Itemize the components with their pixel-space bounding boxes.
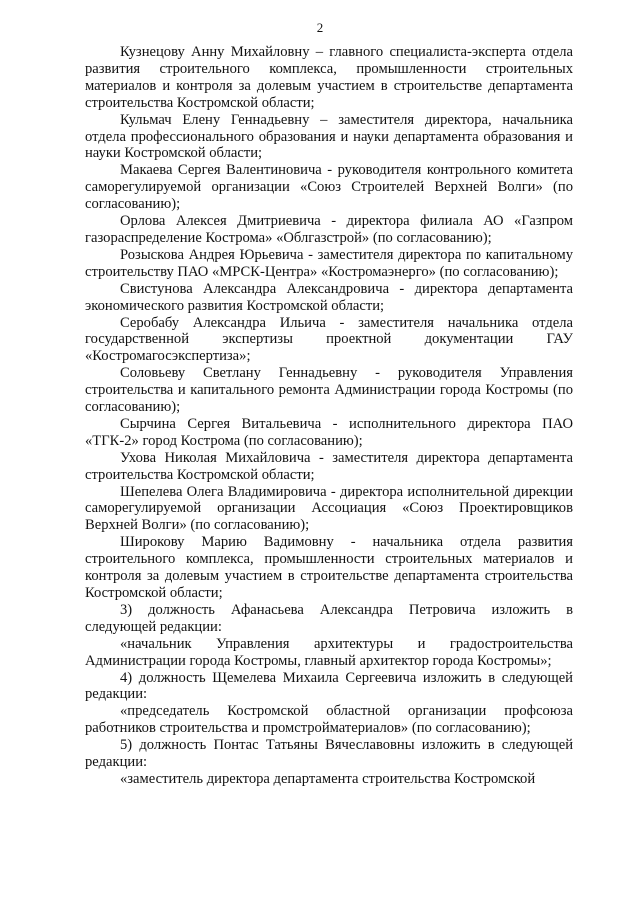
paragraph: Кузнецову Анну Михайловну – главного специалиста-эксперта отдела развития строительного комплекса, промышленности строительных материалов и контроля за долевым участием в строительстве департамента строительства Костромской области; [85,44,573,111]
paragraph: Кульмач Елену Геннадьевну – заместителя директора, начальника отдела профессионального образования и науки департамента образования и науки Костромской области; [85,111,573,162]
paragraph: «заместитель директора департамента строительства Костромской [120,770,536,787]
paragraph: Розыскова Андрея Юрьевича - заместителя директора по капитальному строительству ПАО «МРСК-Центра» «Костромаэнерго» (по согласованию); [85,246,573,280]
paragraph: Шепелева Олега Владимировича - директора исполнительной дирекции саморегулируемой организации Ассоциация «Союз Проектировщиков Верхней Волги» (по согласованию); [85,483,573,534]
paragraph: Широкову Марию Вадимовну - начальника отдела развития строительного комплекса, промышленности строительных материалов и контроля за долевым участием в строительстве департамента строительства Костромской области; [85,534,573,601]
paragraph: Серобабу Александра Ильича - заместителя начальника отдела государственной экспертизы проектной документации ГАУ «Костромагосэкспертиза»; [85,314,573,365]
document-body [85,44,573,788]
paragraph: Макаева Сергея Валентиновича - руководителя контрольного комитета саморегулируемой организации «Союз Строителей Верхней Волги» (по согласованию); [85,162,573,213]
paragraph: «председатель Костромской областной организации профсоюза работников строительства и промстройматериалов» (по согласованию); [85,703,573,737]
paragraph: Сырчина Сергея Витальевича - исполнительного директора ПАО «ТГК-2» город Кострома (по согласованию); [85,415,573,449]
paragraph: Ухова Николая Михайловича - заместителя директора департамента строительства Костромской области; [85,449,573,483]
paragraph: «начальник Управления архитектуры и градостроительства Администрации города Костромы, главный архитектор города Костромы»; [85,635,573,669]
paragraph: Орлова Алексея Дмитриевича - директора филиала АО «Газпром газораспределение Кострома» «Облгазстрой» (по согласованию); [85,213,573,246]
paragraph: Соловьеву Светлану Геннадьевну - руководителя Управления строительства и капитального ремонта Администрации города Костромы (по согласованию); [85,365,573,416]
page-number: 2 [316,20,324,35]
paragraph: 5) должность Понтас Татьяны Вячеславовны изложить в следующей редакции: [85,737,573,771]
paragraph: Свистунова Александра Александровича - директора департамента экономического развития Костромской области; [85,280,573,314]
paragraph: 3) должность Афанасьева Александра Петровича изложить в следующей редакции: [85,601,573,635]
paragraph: 4) должность Щемелева Михаила Сергеевича изложить в следующей редакции: [85,669,573,703]
